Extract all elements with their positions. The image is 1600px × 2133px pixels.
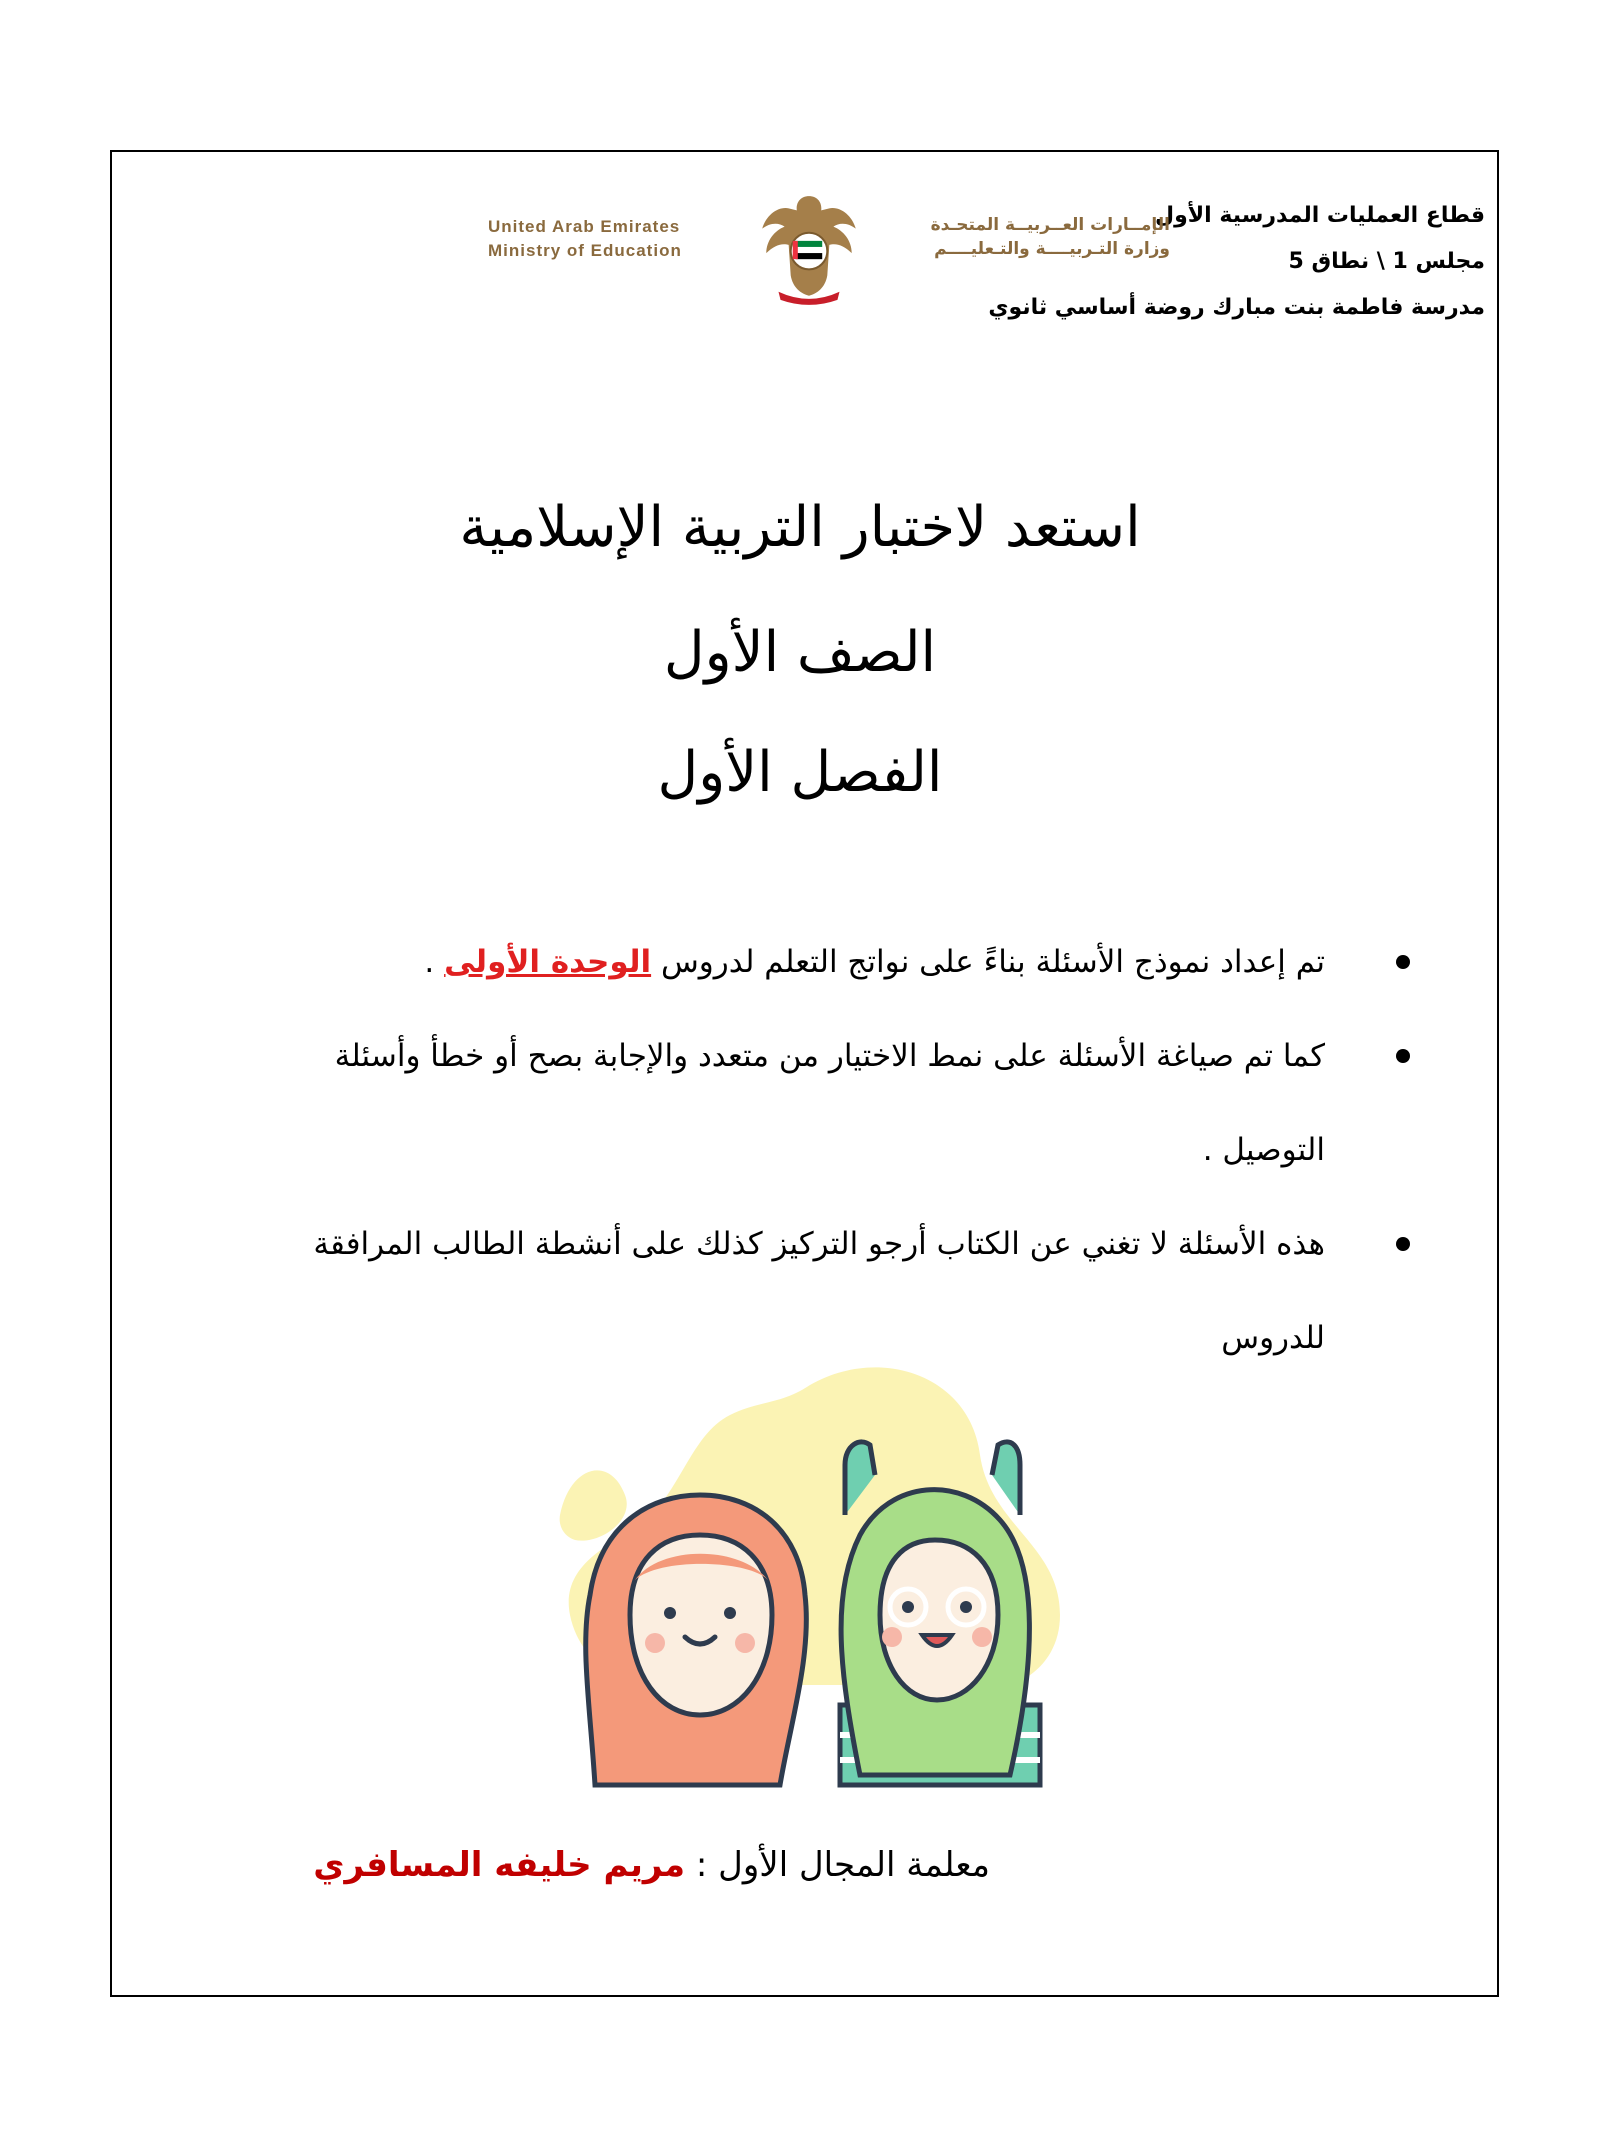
uae-emblem-icon (748, 188, 870, 310)
note-item (230, 1009, 1430, 1197)
ministry-en-line2: Ministry of Education (488, 241, 682, 260)
unit-highlight: الوحدة الأولى (444, 944, 652, 980)
note-text: هذه الأسئلة لا تغني عن الكتاب أرجو التركيز كذلك على أنشطة الطالب المرافقة (313, 1226, 1325, 1262)
notes-list (230, 915, 1430, 1385)
bullet-icon (1396, 1237, 1410, 1251)
ministry-ar-line1: الإمــارات العــربيــة المتحـدة (930, 215, 1170, 235)
ministry-en-line1: United Arab Emirates (488, 217, 681, 236)
title-line1: استعد لاختبار التربية الإسلامية (459, 495, 1141, 560)
school-line: مدرسة فاطمة بنت مبارك روضة أساسي ثانوي (988, 295, 1485, 320)
bullet-icon (1396, 1049, 1410, 1063)
note-continuation: التوصيل . (1202, 1132, 1325, 1168)
ministry-ar-line2: وزارة التـربيــــة والتـعليــــم (934, 239, 1170, 259)
teacher-name: مريم خليفه المسافري (313, 1845, 686, 1885)
note-text: كما تم صياغة الأسئلة على نمط الاختيار من متعدد والإجابة بصح أو خطأ وأسئلة (334, 1038, 1325, 1074)
sector-line: قطاع العمليات المدرسية الأول (1155, 203, 1485, 228)
title-line3: الفصل الأول (657, 740, 943, 805)
bullet-icon (1396, 955, 1410, 969)
title-line2: الصف الأول (663, 620, 937, 685)
ministry-english (488, 215, 748, 263)
note-item (230, 915, 1430, 1009)
teacher-label: معلمة المجال الأول : (695, 1845, 990, 1885)
council-line: مجلس 1 \ نطاق 5 (1288, 249, 1485, 274)
note-tail: . (424, 944, 445, 980)
ministry-arabic (900, 213, 1170, 261)
teacher-credit (313, 1845, 990, 1885)
girls-illustration (540, 1345, 1080, 1805)
note-text: تم إعداد نموذج الأسئلة بناءً على نواتج التعلم لدروس (660, 944, 1325, 980)
note-continuation: للدروس (1221, 1320, 1325, 1356)
